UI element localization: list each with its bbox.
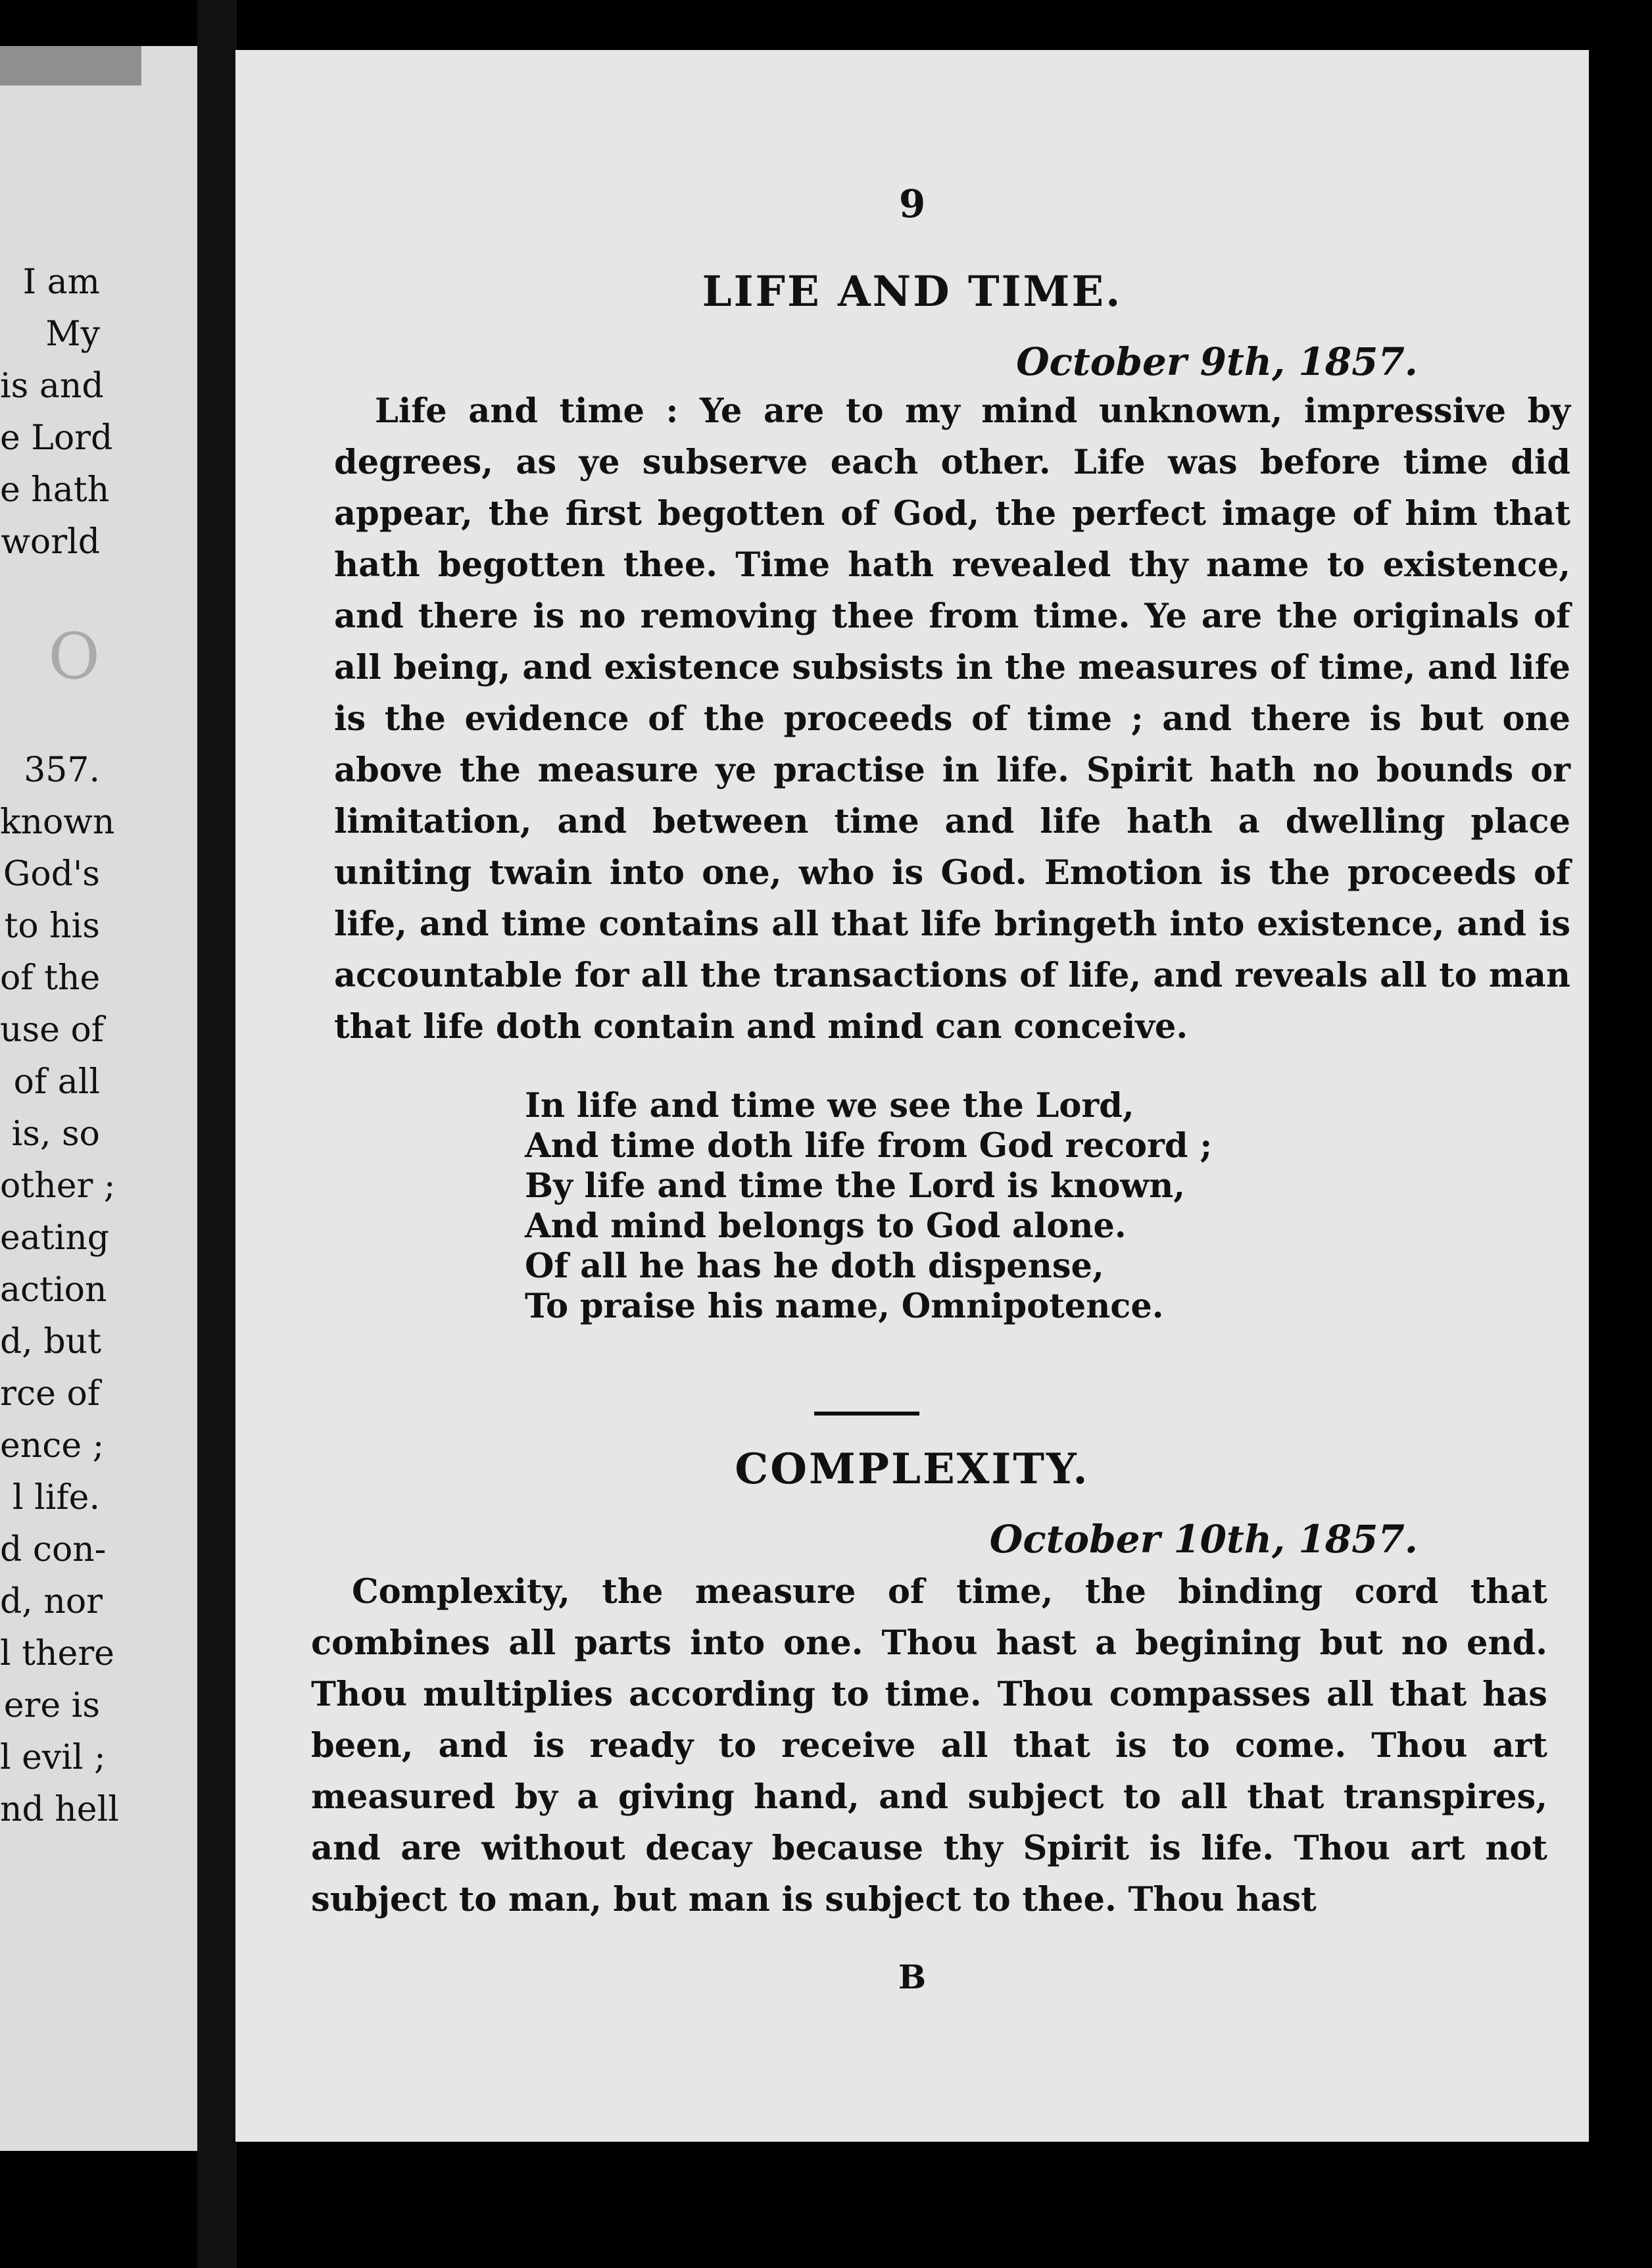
left-line: of the xyxy=(0,958,101,998)
left-line xyxy=(0,693,100,745)
left-line: d con- xyxy=(0,1530,107,1569)
section-date: October 9th, 1857. xyxy=(1016,339,1418,384)
left-line: l evil ; xyxy=(0,1738,106,1777)
left-line: O xyxy=(48,620,100,693)
previous-page-fragment xyxy=(0,46,197,2151)
left-line: I am xyxy=(22,262,100,302)
left-line: 357. xyxy=(24,751,100,790)
section-divider xyxy=(814,1412,919,1416)
scan-border xyxy=(1589,0,1652,2268)
book-gutter xyxy=(197,0,237,2268)
left-line: l life. xyxy=(12,1478,100,1517)
left-line: world xyxy=(1,522,100,562)
left-line: nd hell xyxy=(0,1790,119,1829)
left-line: of all xyxy=(13,1062,100,1102)
section-title: LIFE AND TIME. xyxy=(702,267,1123,316)
left-line: My xyxy=(45,314,100,354)
left-line: other ; xyxy=(0,1166,116,1206)
left-line: ence ; xyxy=(0,1426,105,1466)
signature-mark: B xyxy=(898,1958,927,1996)
poem-line: And time doth life from God record ; xyxy=(525,1126,1213,1166)
left-line: d, nor xyxy=(0,1582,103,1621)
left-line: to his xyxy=(4,906,100,946)
left-line: is, so xyxy=(11,1114,100,1154)
left-line xyxy=(0,568,100,620)
left-line: d, but xyxy=(0,1322,102,1362)
left-line: ere is xyxy=(3,1686,100,1725)
poem-line: Of all he has he doth dispense, xyxy=(525,1246,1104,1286)
poem-line: By life and time the Lord is known, xyxy=(525,1166,1186,1206)
left-line: God's xyxy=(3,854,100,894)
paragraph: Complexity, the measure of time, the binding cord that combines all parts into one. Thou hast a begining but no end. Thou multiplies according to time. Thou compasses all that has been, and is ready to receive all that is to come. Thou art measured by a giving hand, and subject to all that transpires, and are without decay because thy Spirit is life. Thou art not subject to man, but man is subject to thee. Thou hast xyxy=(311,1572,1547,1919)
left-line: e Lord xyxy=(0,418,113,458)
left-line: l there xyxy=(0,1634,114,1673)
left-line: eating xyxy=(0,1218,110,1258)
previous-page-text xyxy=(0,257,197,1836)
left-line: rce of xyxy=(0,1374,100,1414)
poem xyxy=(525,1086,1212,1327)
section-body xyxy=(311,1566,1547,1925)
section-date: October 10th, 1857. xyxy=(989,1517,1418,1562)
poem-line: To praise his name, Omnipotence. xyxy=(525,1287,1164,1326)
poem-line: And mind belongs to God alone. xyxy=(525,1206,1127,1246)
left-line: action xyxy=(0,1270,107,1310)
page-number: 9 xyxy=(898,182,926,226)
left-line: known xyxy=(0,802,115,842)
poem-line: In life and time we see the Lord, xyxy=(525,1086,1134,1125)
paragraph: Life and time : Ye are to my mind unknown, impressive by degrees, as ye subserve each other. Life was before time did appear, the first begotten of God, the perfect image of him that hath begotten thee. Time hath revealed thy name to existence, and there is no removing thee from time. Ye are the originals of all being, and existence subsists in the measures of time, and life is the evidence of the proceeds of time ; and there is but one above the measure ye practise in life. Spirit hath no bounds or limitation, and between time and life hath a dwelling place uniting twain into one, who is God. Emotion is the proceeds of life, and time contains all that life bringeth into existence, and is accountable for all the transactions of life, and reveals all to man that life doth contain and mind can conceive. xyxy=(334,391,1570,1047)
page-edge-strip xyxy=(0,46,141,86)
left-line: is and xyxy=(0,366,104,406)
section-body xyxy=(334,385,1570,1052)
left-line: e hath xyxy=(0,470,110,510)
left-line: use of xyxy=(0,1010,105,1050)
section-title: COMPLEXITY. xyxy=(735,1444,1090,1494)
book-page xyxy=(235,50,1589,2142)
